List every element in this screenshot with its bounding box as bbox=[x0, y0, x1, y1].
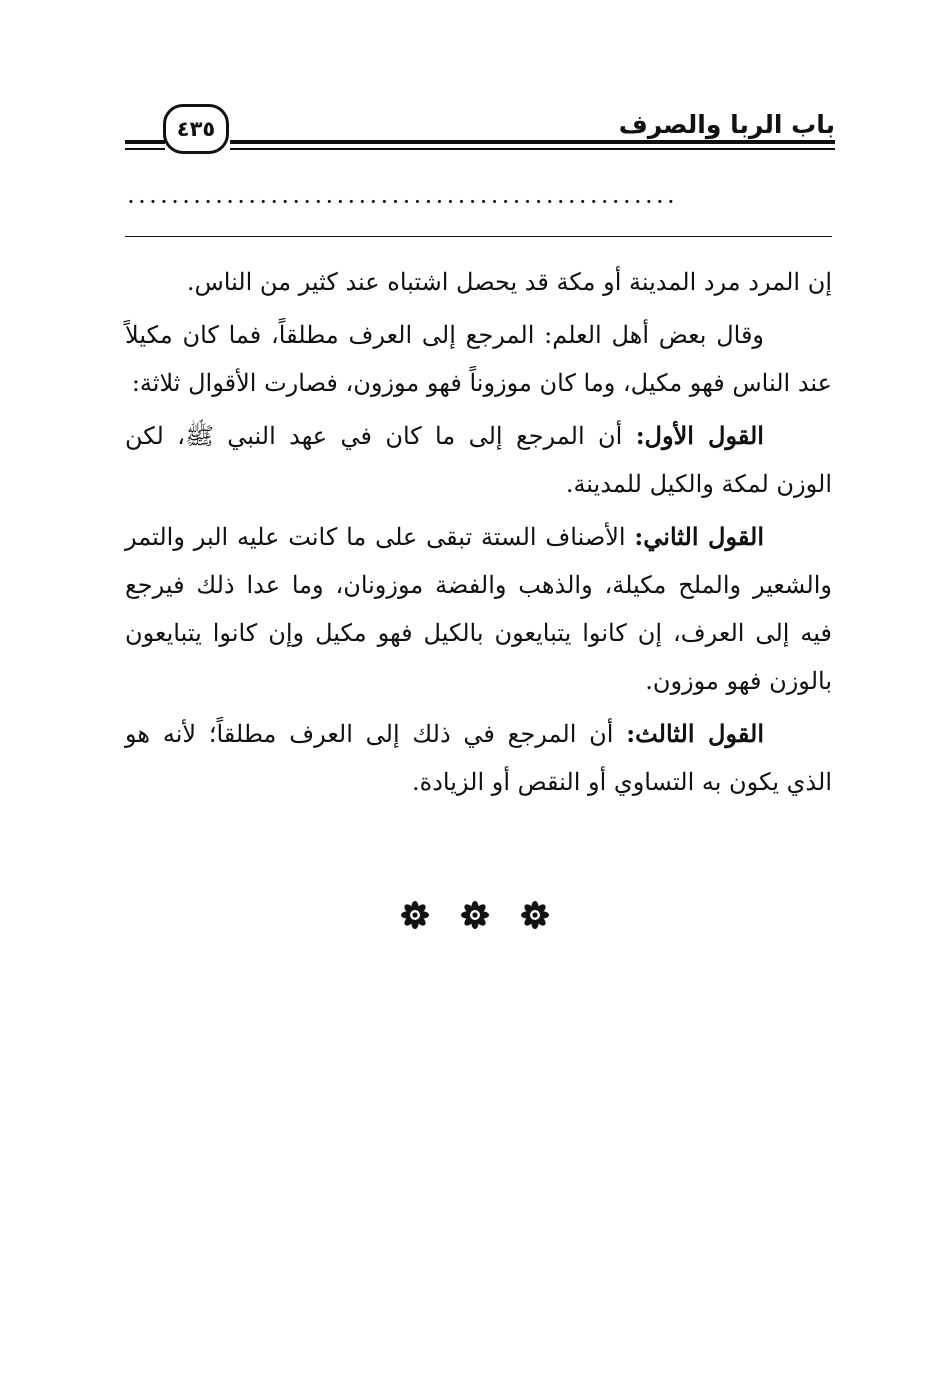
paragraph-text: وقال بعض أهل العلم: المرجع إلى العرف مطلقاً، فما كان مكيلاً عند الناس فهو مكيل، وما كان موزوناً فهو موزون، فصارت الأقوال ثلاثة: bbox=[125, 321, 832, 397]
header-rule-thin bbox=[230, 148, 835, 150]
chapter-title: باب الربا والصرف bbox=[618, 110, 835, 139]
paragraph-second-opinion bbox=[125, 513, 832, 705]
omission-dots: .................................................. bbox=[128, 188, 679, 208]
paragraph-1 bbox=[125, 258, 832, 306]
header-rule-left-thick bbox=[125, 140, 165, 144]
end-ornaments bbox=[400, 900, 550, 930]
paragraph-2 bbox=[125, 311, 832, 407]
page-number: ٤٣٥ bbox=[163, 104, 229, 154]
flower-ornament-icon bbox=[400, 900, 430, 930]
flower-ornament-icon bbox=[520, 900, 550, 930]
header-rule-left-thin bbox=[125, 148, 165, 150]
paragraph-lead: القول الثاني: bbox=[634, 522, 764, 551]
paragraph-text: أن المرجع إلى ما كان في عهد النبي ﷺ، لكن الوزن لمكة والكيل للمدينة. bbox=[125, 422, 832, 498]
header-rule-thick bbox=[230, 140, 835, 144]
flower-ornament-icon bbox=[460, 900, 490, 930]
paragraph-text: الأصناف الستة تبقى على ما كانت عليه البر والتمر والشعير والملح مكيلة، والذهب والفضة موزونان، وما عدا ذلك فيرجع فيه إلى العرف، إن كانوا يتبايعون بالكيل فهو مكيل وإن كانوا يتبايعون بالوزن فهو موزون. bbox=[125, 523, 832, 695]
running-header bbox=[125, 104, 835, 160]
paragraph-lead: القول الأول: bbox=[635, 421, 764, 450]
section-separator bbox=[125, 236, 832, 237]
page-body bbox=[125, 258, 832, 811]
paragraph-text: أن المرجع في ذلك إلى العرف مطلقاً؛ لأنه هو الذي يكون به التساوي أو النقص أو الزيادة. bbox=[125, 720, 832, 796]
paragraph-lead: القول الثالث: bbox=[626, 719, 764, 748]
paragraph-third-opinion bbox=[125, 710, 832, 806]
paragraph-text: إن المرد مرد المدينة أو مكة قد يحصل اشتباه عند كثير من الناس. bbox=[186, 268, 832, 296]
paragraph-first-opinion bbox=[125, 412, 832, 508]
